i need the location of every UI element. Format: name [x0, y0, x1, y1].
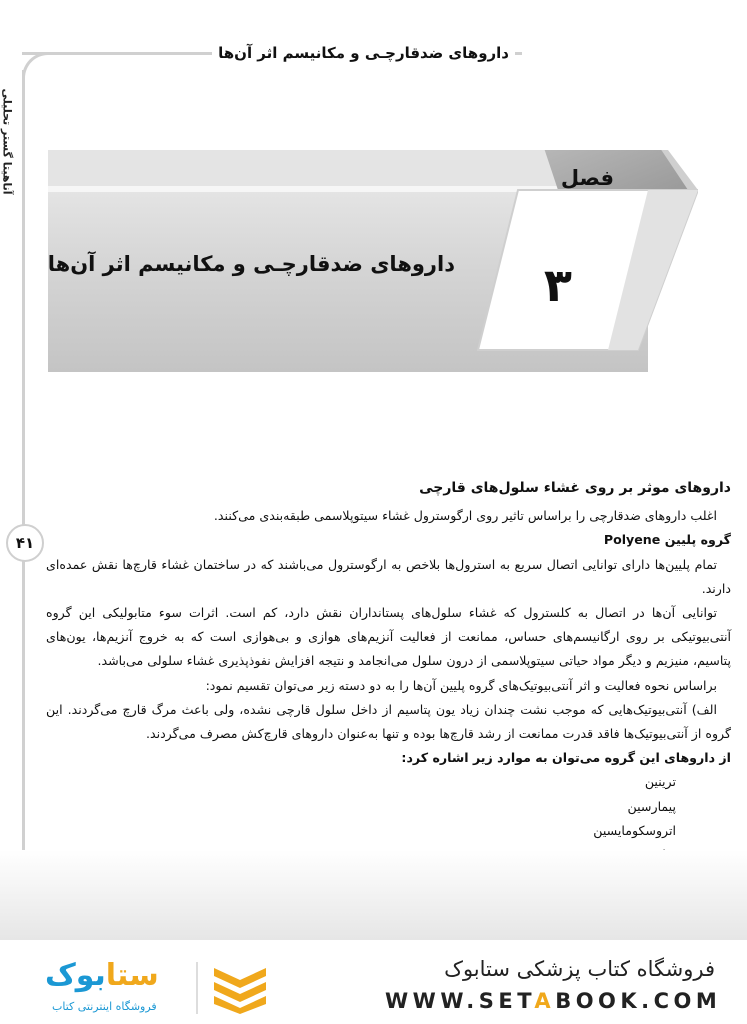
logo-subtitle: فروشگاه اینترنتی کتاب: [52, 1000, 157, 1013]
store-url[interactable]: [385, 989, 721, 1013]
list-item: اتروسکومایسین: [593, 822, 676, 838]
side-book-title: آناهیتا گستر تحلیلی: [0, 88, 14, 195]
url-part: BOOK.COM: [555, 989, 722, 1013]
running-header-title: داروهای ضدقارچـی و مکانیسم اثر آن‌ها: [212, 44, 515, 62]
store-name: فروشگاه کتاب پزشکی ستابوک: [444, 957, 715, 981]
page-number: ۴۱: [6, 524, 44, 562]
list-item: پیمارسین: [627, 798, 676, 814]
logo-wordmark-part: بوک: [45, 958, 106, 993]
footer-fade: [0, 850, 747, 940]
logo-wordmark-part: ستا: [105, 958, 159, 993]
setabook-logo-icon: [210, 962, 270, 1014]
subsection-heading: گروه پلیین Polyene: [603, 532, 731, 548]
intro-paragraph: اغلب داروهای ضدقارچی را براساس تاثیر روی ارگوسترول غشاء سیتوپلاسمی طبقه‌بندی می‌کنند.: [213, 508, 717, 524]
paragraph-1: تمام پلیین‌ها دارای توانایی اتصال سریع به استرول‌ها بلاخص به ارگوسترول می‌باشند که در ساختمان غشاء قارچ‌ها نقش عمده‌ای دارند.: [46, 556, 731, 596]
paragraph-2: توانایی آن‌ها در اتصال به کلسترول که غشاء سلول‌های پستانداران نقش دارد، کم است. اثرات سوء متابولیکی این گروه آنتی‌بیوتیکی بر روی ارگانیسم‌های حساس، ممانعت از فعالیت آنزیم‌های هوازی و بی‌هوازی است که به خروج آنزیم‌ها، یون‌های پتاسیم، منیزیم و دیگر مواد حیاتی سیتوپلاسمی از درون سلول می‌انجامد و نتیجه افزایش نفوذپذیری غشاء سلولی می‌باشد.: [46, 605, 731, 669]
chapter-title: داروهای ضدقارچـی و مکانیسم اثر آن‌ها: [47, 252, 455, 276]
section-heading: داروهای موثر بر روی غشاء سلول‌های قارچی: [419, 480, 731, 496]
list-heading: از داروهای این گروه می‌توان به موارد زیر اشاره کرد:: [401, 750, 731, 766]
url-part: WWW.SET: [385, 989, 535, 1013]
chapter-label: فصل: [560, 166, 614, 190]
paragraph-4: الف) آنتی‌بیوتیک‌هایی که موجب نشت چندان زیاد یون پتاسیم از داخل سلول قارچی نشده، ولی باعث مرگ قارچ می‌گردند. این گروه از آنتی‌بیوتیک‌ها فاقد قدرت ممانعت از رشد قارچ‌ها بوده و تنها به‌عنوان داروهای قارچ‌کش مصرف می‌گردند.: [46, 701, 731, 742]
chapter-number: ۳: [543, 258, 572, 312]
side-rail: [22, 70, 25, 900]
paragraph-3: براساس نحوه فعالیت و اثر آنتی‌بیوتیک‌های گروه پلیین آن‌ها را به دو دسته زیر می‌توان تقسیم نمود:: [205, 677, 717, 693]
list-item: ترینین: [644, 774, 676, 790]
url-accent: A: [534, 989, 556, 1013]
logo-divider: [196, 962, 198, 1014]
rail-corner: [22, 52, 55, 85]
logo-wordmark: [45, 958, 159, 993]
